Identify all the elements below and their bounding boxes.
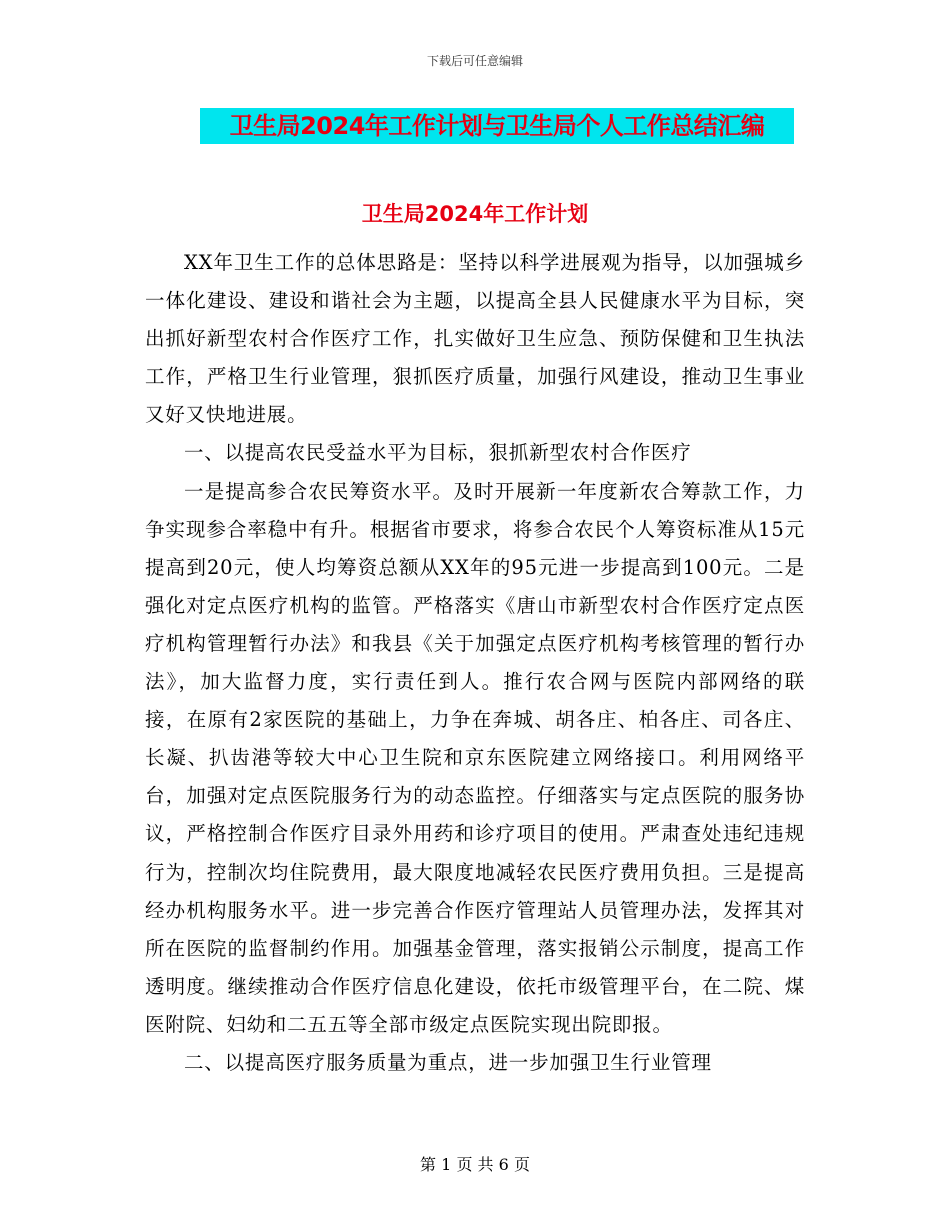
footer-word-ye2: 页 xyxy=(513,1155,530,1174)
section-title: 卫生局2024年工作计划 xyxy=(361,202,589,226)
footer-total-pages: 6 xyxy=(498,1155,509,1174)
footer-word-total: 共 xyxy=(477,1155,494,1174)
paragraph-heading-1: 一、以提高农民受益水平为目标，狠抓新型农村合作医疗 xyxy=(184,441,692,465)
footer-word-ye: 页 xyxy=(456,1155,473,1174)
document-body xyxy=(145,244,805,1082)
page-footer xyxy=(0,1152,950,1175)
paragraph-cooperative-medical: 一是提高参合农民筹资水平。及时开展新一年度新农合筹款工作，力争实现参合率稳中有升。根据省市要求，将参合农民个人筹资标准从15元提高到20元，使人均筹资总额从XX年的95元进一步提高到100元。二是强化对定点医疗机构的监管。严格落实《唐山市新型农村合作医疗定点医疗机构管理暂行办法》和我县《关于加强定点医疗机构考核管理的暂行办法》，加大监督力度，实行责任到人。推行农合网与医院内部网络的联接，在原有2家医院的基础上，力争在奔城、胡各庄、柏各庄、司各庄、长凝、扒齿港等较大中心卫生院和京东医院建立网络接口。利用网络平台，加强对定点医院服务行为的动态监控。仔细落实与定点医院的服务协议，严格控制合作医疗目录外用药和诊疗项目的使用。严肃查处违纪违规行为，控制次均住院费用，最大限度地减轻农民医疗费用负担。三是提高经办机构服务水平。进一步完善合作医疗管理站人员管理办法，发挥其对所在医院的监督制约作用。加强基金管理，落实报销公示制度，提高工作透明度。继续推动合作医疗信息化建设，依托市级管理平台，在二院、煤医附院、妇幼和二五五等全部市级定点医院实现出院即报。 xyxy=(145,479,805,1036)
page-header-note: 下载后可任意编辑 xyxy=(426,54,523,68)
paragraph-heading-2: 二、以提高医疗服务质量为重点，进一步加强卫生行业管理 xyxy=(184,1050,712,1074)
footer-word-page: 第 xyxy=(420,1155,437,1174)
footer-current-page: 1 xyxy=(441,1155,452,1174)
document-main-title: 卫生局2024年工作计划与卫生局个人工作总结汇编 xyxy=(200,108,794,144)
paragraph-overview: XX年卫生工作的总体思路是：坚持以科学进展观为指导，以加强城乡一体化建设、建设和谐社会为主题，以提高全县人民健康水平为目标，突出抓好新型农村合作医疗工作，扎实做好卫生应急、预防保健和卫生执法工作，严格卫生行业管理，狠抓医疗质量，加强行风建设，推动卫生事业又好又快地进展。 xyxy=(145,251,805,427)
